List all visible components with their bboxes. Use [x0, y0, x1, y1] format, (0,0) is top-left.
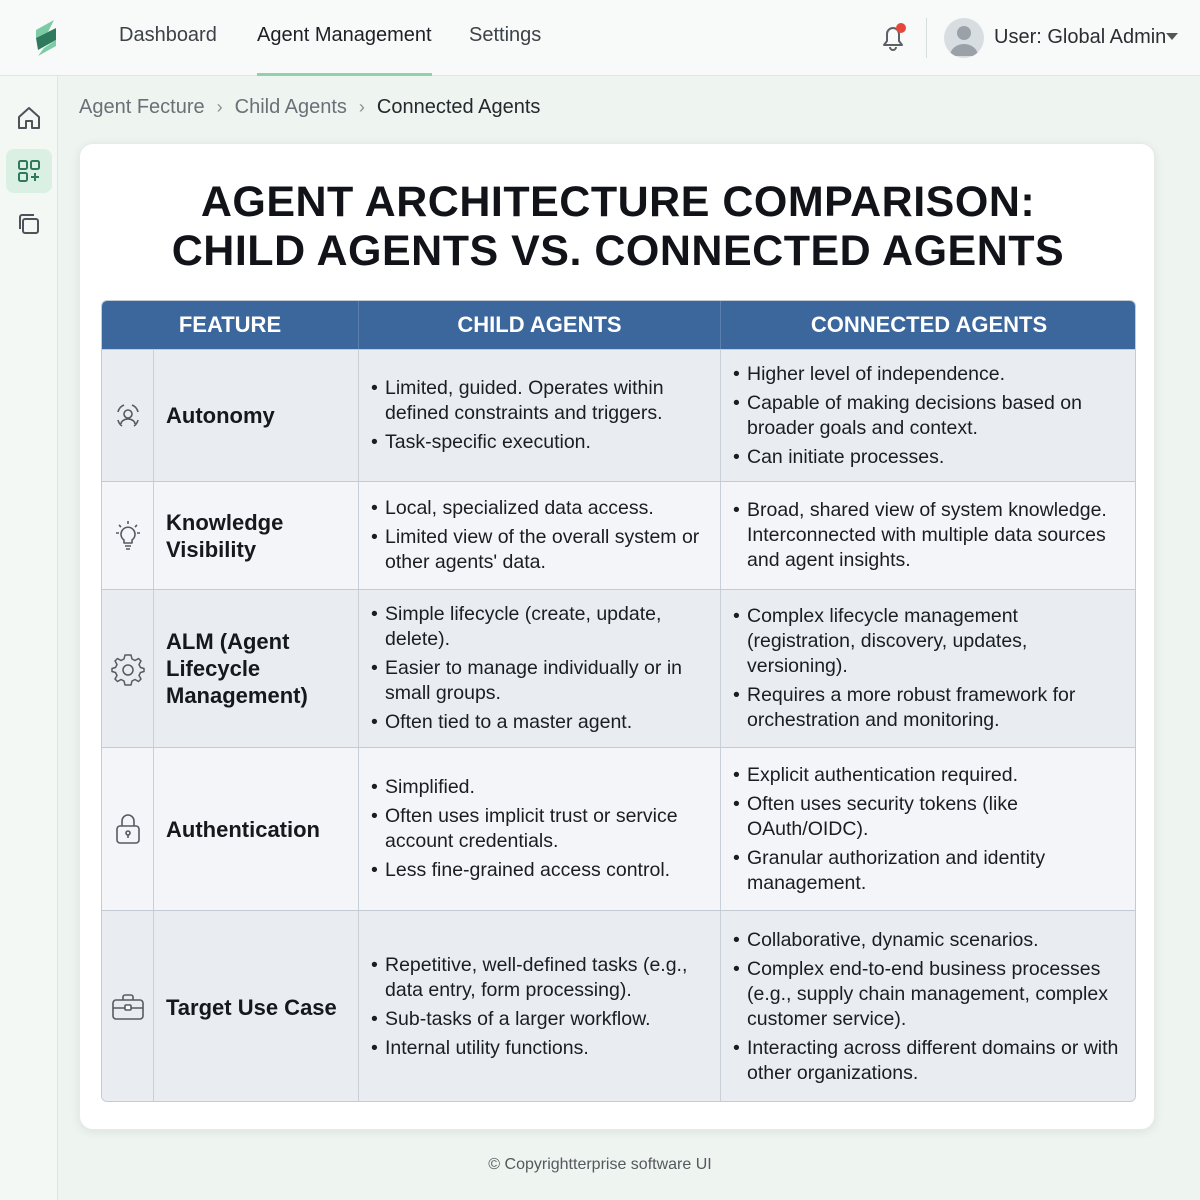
- list-item: • Local, specialized data access.: [371, 496, 710, 521]
- feature-label: Authentication: [166, 816, 320, 842]
- table-row: [102, 589, 1136, 747]
- feature-label: ALM (Agent Lifecycle Management): [166, 629, 308, 708]
- table-header: [102, 301, 1136, 349]
- chevron-right-icon: ›: [358, 97, 365, 117]
- child-agents-list: [371, 372, 710, 459]
- list-item: • Explicit authentication required.: [733, 763, 1131, 788]
- topbar-divider: [926, 18, 927, 58]
- autonomy-icon: [102, 350, 154, 481]
- list-item: • Simple lifecycle (create, update, delete).: [371, 602, 710, 652]
- list-item: • Complex end-to-end business processes (e.g., supply chain management, complex customer service).: [733, 957, 1131, 1032]
- chevron-down-icon[interactable]: [1166, 33, 1178, 40]
- list-item: • Limited, guided. Operates within defined constraints and triggers.: [371, 376, 710, 426]
- lightbulb-icon: [102, 482, 154, 589]
- feature-label: Autonomy: [166, 403, 275, 428]
- grid-apps-icon[interactable]: [6, 149, 52, 193]
- list-item: • Complex lifecycle management (registration, discovery, updates, versioning).: [733, 604, 1131, 679]
- list-item: • Often uses security tokens (like OAuth/OIDC).: [733, 792, 1131, 842]
- lock-icon: [102, 748, 154, 910]
- list-item: • Often tied to a master agent.: [371, 710, 710, 735]
- list-item: • Task-specific execution.: [371, 430, 710, 455]
- list-item: • Limited view of the overall system or other agents' data.: [371, 525, 710, 575]
- child-agents-list: [371, 949, 710, 1065]
- user-menu-label[interactable]: User: Global Admin: [994, 26, 1167, 48]
- table-row: [102, 747, 1136, 910]
- table-row: [102, 481, 1136, 589]
- list-item: • Collaborative, dynamic scenarios.: [733, 928, 1131, 953]
- list-item: • Granular authorization and identity management.: [733, 846, 1131, 896]
- breadcrumb-item-connected-agents: Connected Agents: [376, 96, 541, 118]
- comparison-card: [79, 143, 1155, 1130]
- list-item: • Internal utility functions.: [371, 1036, 710, 1061]
- list-item: • Repetitive, well-defined tasks (e.g., data entry, form processing).: [371, 953, 710, 1003]
- connected-agents-list: [733, 924, 1131, 1090]
- feature-label: Target Use Case: [166, 994, 337, 1020]
- footer-copyright: © Copyrightterprise software UI: [488, 1156, 712, 1173]
- breadcrumb-item-agent-feature[interactable]: Agent Fecture: [79, 96, 205, 118]
- child-agents-list: [371, 492, 710, 579]
- table-row: [102, 349, 1136, 481]
- home-icon[interactable]: [6, 96, 52, 140]
- connected-agents-list: [733, 494, 1131, 577]
- notification-bell-icon[interactable]: [878, 22, 908, 54]
- sidebar: [0, 76, 58, 1200]
- list-item: • Less fine-grained access control.: [371, 858, 710, 883]
- connected-agents-list: [733, 358, 1131, 474]
- app-logo-icon[interactable]: [24, 16, 68, 60]
- page-title-line-1: AGENT ARCHITECTURE COMPARISON:: [200, 178, 1036, 226]
- column-header-feature: FEATURE: [102, 301, 359, 349]
- breadcrumb-item-child-agents[interactable]: Child Agents: [234, 96, 347, 118]
- top-bar: [0, 0, 1200, 76]
- column-header-connected-agents: CONNECTED AGENTS: [810, 312, 1048, 337]
- column-header-child-agents: CHILD AGENTS: [359, 301, 721, 349]
- connected-agents-list: [733, 759, 1131, 900]
- gear-icon: [102, 590, 154, 747]
- nav-agent-management[interactable]: Agent Management: [257, 24, 432, 76]
- child-agents-list: [371, 598, 710, 739]
- comparison-table: [101, 300, 1136, 1102]
- feature-label: Knowledge Visibility: [166, 509, 284, 562]
- table-row: [102, 910, 1136, 1102]
- briefcase-icon: [102, 911, 154, 1102]
- list-item: • Requires a more robust framework for orchestration and monitoring.: [733, 683, 1131, 733]
- page-title-line-2: CHILD AGENTS VS. CONNECTED AGENTS: [171, 227, 1065, 275]
- child-agents-list: [371, 771, 710, 887]
- list-item: • Sub-tasks of a larger workflow.: [371, 1007, 710, 1032]
- list-item: • Easier to manage individually or in small groups.: [371, 656, 710, 706]
- breadcrumb: [79, 96, 540, 119]
- chevron-right-icon: ›: [216, 97, 223, 117]
- list-item: • Interacting across different domains or with other organizations.: [733, 1036, 1131, 1086]
- list-item: • Can initiate processes.: [733, 445, 1131, 470]
- list-item: • Often uses implicit trust or service account credentials.: [371, 804, 710, 854]
- list-item: • Capable of making decisions based on broader goals and context.: [733, 391, 1131, 441]
- nav-dashboard[interactable]: Dashboard: [119, 24, 217, 46]
- nav-settings[interactable]: Settings: [469, 24, 542, 46]
- connected-agents-list: [733, 600, 1131, 737]
- list-item: • Broad, shared view of system knowledge. Interconnected with multiple data sources and agent insights.: [733, 498, 1131, 573]
- list-item: • Higher level of independence.: [733, 362, 1131, 387]
- user-avatar[interactable]: [944, 18, 984, 58]
- list-item: • Simplified.: [371, 775, 710, 800]
- windows-stack-icon[interactable]: [6, 202, 52, 246]
